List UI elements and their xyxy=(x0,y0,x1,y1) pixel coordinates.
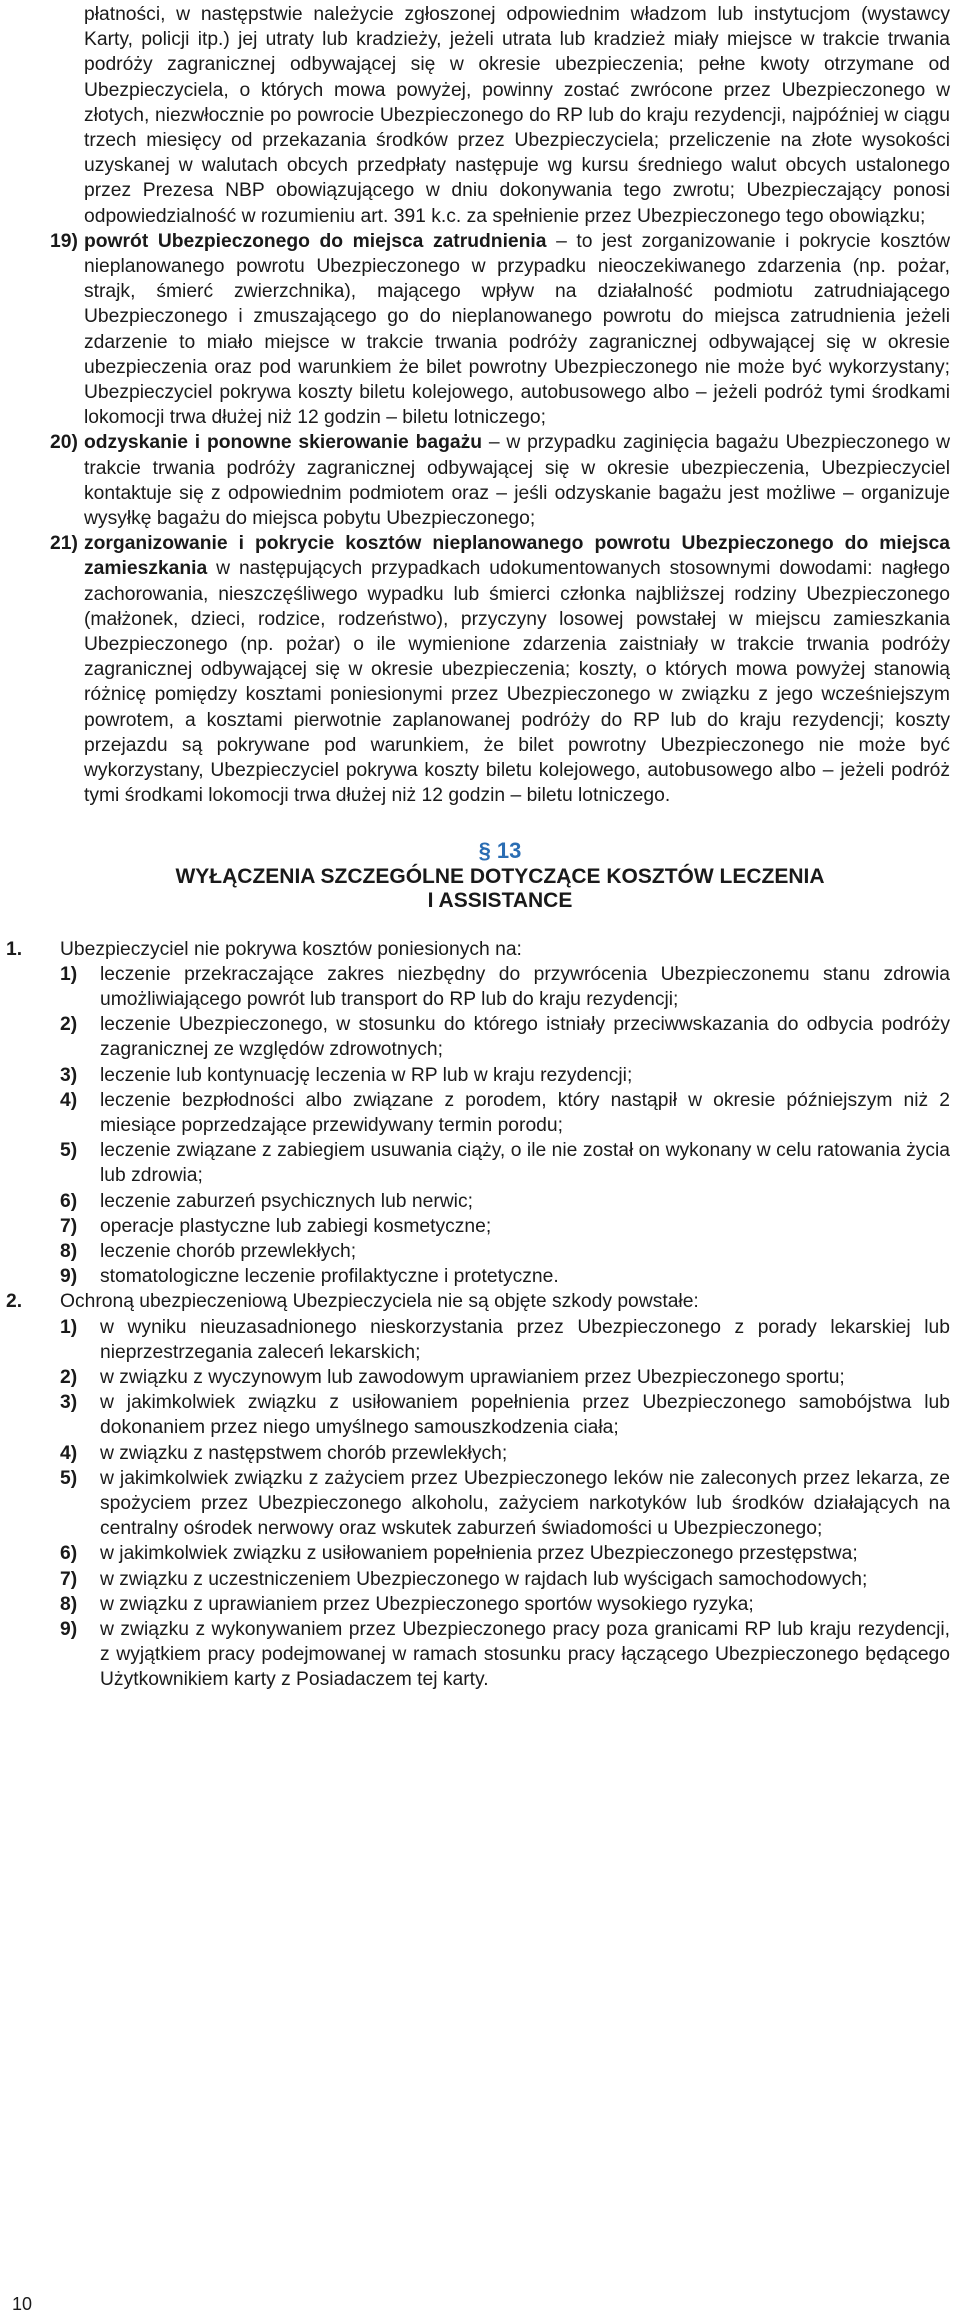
sublist-item xyxy=(60,1239,950,1264)
sublist-item-text: w związku z następstwem chorób przewlekłych; xyxy=(100,1442,508,1464)
sublist-item xyxy=(60,1390,950,1440)
sublist-item xyxy=(60,1541,950,1566)
item-title: odzyskanie i ponowne skierowanie bagażu xyxy=(84,432,483,454)
sublist-item-text: w wyniku nieuzasadnionego nieskorzystania przez Ubezpieczonego z porady lekarskiej lub nieprzestrzegania zaleceń lekarskich; xyxy=(100,1316,950,1363)
sublist-item xyxy=(60,1138,950,1188)
sublist-item-text: leczenie chorób przewlekłych; xyxy=(100,1240,357,1262)
sublist-item-text: leczenie przekraczające zakres niezbędny do przywrócenia Ubezpieczonemu stanu zdrowia umożliwiającego powrót lub transport do RP lub do kraju rezydencji; xyxy=(100,963,950,1010)
section-heading xyxy=(50,839,950,913)
point-number: 2. xyxy=(6,1291,23,1313)
item-title: powrót Ubezpieczonego do miejsca zatrudnienia xyxy=(84,230,547,252)
sublist-item-number: 5) xyxy=(60,1467,78,1489)
sublist-item-text: operacje plastyczne lub zabiegi kosmetyczne; xyxy=(100,1215,492,1237)
sublist-item xyxy=(60,1063,950,1088)
sublist-item-text: stomatologiczne leczenie profilaktyczne i protetyczne. xyxy=(100,1266,559,1288)
sublist-item-number: 1) xyxy=(60,1316,78,1338)
point-1 xyxy=(6,937,950,1290)
sublist-item xyxy=(60,962,950,1012)
sublist-item xyxy=(60,1617,950,1693)
sublist-item xyxy=(60,1466,950,1542)
sublist-item-text: w jakimkolwiek związku z usiłowaniem popełnienia przez Ubezpieczonego samobójstwa lub dokonaniem przez niego umyślnego samouszkodzenia ciała; xyxy=(100,1392,950,1439)
point-2-sublist xyxy=(60,1315,950,1693)
point-lead: Ochroną ubezpieczeniową Ubezpieczyciela nie są objęte szkody powstałe: xyxy=(60,1291,699,1313)
list-item-21 xyxy=(50,531,950,808)
item-title: zorganizowanie i pokrycie kosztów nieplanowanego powrotu Ubezpieczonego do miejsca zamieszkania xyxy=(84,533,950,580)
sublist-item-number: 3) xyxy=(60,1392,78,1414)
sublist-item-number: 6) xyxy=(60,1190,78,1212)
sublist-item-text: leczenie lub kontynuację leczenia w RP lub w kraju rezydencji; xyxy=(100,1064,633,1086)
sublist-item-text: w związku z uprawianiem przez Ubezpieczonego sportów wysokiego ryzyka; xyxy=(100,1593,754,1615)
sublist-item-text: w jakimkolwiek związku z usiłowaniem popełnienia przez Ubezpieczonego przestępstwa; xyxy=(100,1543,858,1565)
sublist-item-text: w związku z wykonywaniem przez Ubezpieczonego pracy poza granicami RP lub kraju rezydencji, z wyjątkiem pracy podejmowanej w ramach stosunku pracy łączącego Ubezpieczonego będącego Użytkownikiem karty z Posiadaczem tej karty. xyxy=(100,1618,950,1691)
point-1-sublist xyxy=(60,962,950,1290)
item-text: – w przypadku zaginięcia bagażu Ubezpieczonego w trakcie trwania podróży zagranicznej odbywającej się w okresie ubezpieczenia, Ubezpieczyciel kontaktuje się z odpowiednim podmiotem oraz – jeśli odzyskanie bagażu jest możliwe – organizuje wysyłkę bagażu do miejsca pobytu Ubezpieczonego; xyxy=(84,432,950,530)
sublist-item-text: w jakimkolwiek związku z zażyciem przez Ubezpieczonego leków nie zaleconych przez lekarza, ze spożyciem przez Ubezpieczonego alkoholu, zażyciem narkotyków lub środków działających na centralny ośrodek nerwowy oraz wskutek zaburzeń świadomości u Ubezpieczonego; xyxy=(100,1467,950,1540)
item-number: 19) xyxy=(50,230,78,252)
sublist-item-number: 8) xyxy=(60,1240,78,1262)
sublist-item xyxy=(60,1088,950,1138)
sublist-item-number: 8) xyxy=(60,1593,78,1615)
sublist-item-number: 6) xyxy=(60,1543,78,1565)
sublist-item xyxy=(60,1214,950,1239)
item-number: 20) xyxy=(50,432,78,454)
sublist-item xyxy=(60,1592,950,1617)
sublist-item-number: 9) xyxy=(60,1618,78,1640)
sublist-item xyxy=(60,1441,950,1466)
sublist-item xyxy=(60,1567,950,1592)
point-lead: Ubezpieczyciel nie pokrywa kosztów poniesionych na: xyxy=(60,938,522,960)
sublist-item-number: 9) xyxy=(60,1266,78,1288)
sublist-item-text: w związku z wyczynowym lub zawodowym uprawianiem przez Ubezpieczonego sportu; xyxy=(100,1366,845,1388)
sublist-item-number: 3) xyxy=(60,1064,78,1086)
item-text: – to jest zorganizowanie i pokrycie kosztów nieplanowanego powrotu Ubezpieczonego w przypadku nieoczekiwanego zdarzenia (np. pożar, strajk, śmierć zwierzchnika), mającego wpływ na działalność podmiotu zatrudniającego Ubezpieczonego i zmuszającego go do nieplanowanego powrotu do miejsca zatrudnienia jeżeli zdarzenie to miało miejsce w trakcie trwania podróży zagranicznej odbywającej się w okresie ubezpieczenia oraz pod warunkiem że bilet powrotny Ubezpieczonego nie może być wykorzystany; Ubezpieczyciel pokrywa koszty biletu kolejowego, autobusowego albo – jeżeli podróż tymi środkami lokomocji trwa dłużej niż 12 godzin – biletu lotniczego; xyxy=(84,230,950,429)
point-2 xyxy=(6,1289,950,1692)
intro-paragraph: płatności, w następstwie należycie zgłoszonej odpowiednim władzom lub instytucjom (wystawcy Karty, policji itp.) jej utraty lub kradzieży, jeżeli utrata lub kradzież miały miejsce w trakcie trwania podróży zagranicznej odbywającej się w okresie ubezpieczenia; pełne kwoty otrzymane od Ubezpieczyciela, o których mowa powyżej, powinny zostać zwrócone przez Ubezpieczonego w złotych, niezwłocznie po powrocie Ubezpieczonego do RP lub do kraju rezydencji, najpóźniej w ciągu trzech miesięcy od przekazania środków przez Ubezpieczyciela; przeliczenie na złote wysokości uzyskanej w walutach obcych przedpłaty następuje wg kursu średniego walut obcych ustalonego przez Prezesa NBP obowiązującego w dniu dokonywania tego zwrotu; Ubezpieczający ponosi odpowiedzialność w rozumieniu art. 391 k.c. za spełnienie przez Ubezpieczonego tego obowiązku; xyxy=(84,4,950,227)
list-item-20 xyxy=(50,430,950,531)
page-number: 10 xyxy=(12,2294,33,2314)
sublist-item-text: leczenie bezpłodności albo związane z porodem, który nastąpił w okresie późniejszym niż 2 miesiące poprzedzające przewidywany termin porodu; xyxy=(100,1089,950,1136)
sublist-item-text: w związku z uczestniczeniem Ubezpieczonego w rajdach lub wyścigach samochodowych; xyxy=(100,1568,868,1590)
item-number: 21) xyxy=(50,533,78,555)
sublist-item-number: 4) xyxy=(60,1442,78,1464)
sublist-item xyxy=(60,1189,950,1214)
point-number: 1. xyxy=(6,938,23,960)
item-text: w następujących przypadkach udokumentowanych stosownymi dowodami: nagłego zachorowania, nieszczęśliwego wypadku lub śmierci członka najbliższej rodziny Ubezpieczonego (małżonek, dzieci, rodzice, rodzeństwo), przyczyny losowej powstałej w miejscu zamieszkania Ubezpieczonego (np. pożar) o ile wymienione zdarzenia zaistniały w trakcie trwania podróży zagranicznej odbywającej się w okresie ubezpieczenia; koszty, o których mowa powyżej stanowią różnicę pomiędzy kosztami poniesionymi przez Ubezpieczonego w związku z jego wcześniejszym powrotem, a kosztami pierwotnie zaplanowanej podróży do RP lub do kraju rezydencji; koszty przejazdu są pokrywane pod warunkiem, że bilet powrotny Ubezpieczonego nie może być wykorzystany, Ubezpieczyciel pokrywa koszty biletu kolejowego, autobusowego albo – jeżeli podróż tymi środkami lokomocji trwa dłużej niż 12 godzin – biletu lotniczego. xyxy=(84,558,950,807)
sublist-item-text: leczenie związane z zabiegiem usuwania ciąży, o ile nie został on wykonany w celu ratowania życia lub zdrowia; xyxy=(100,1140,950,1187)
section-symbol: § 13 xyxy=(478,837,522,863)
document-page xyxy=(6,2,950,1693)
sublist-item-number: 7) xyxy=(60,1215,78,1237)
sublist-item-number: 7) xyxy=(60,1568,78,1590)
sublist-item xyxy=(60,1012,950,1062)
sublist-item xyxy=(60,1264,950,1289)
sublist-item-text: leczenie Ubezpieczonego, w stosunku do którego istniały przeciwwskazania do odbycia podróży zagranicznej ze względów zdrowotnych; xyxy=(100,1014,950,1061)
sublist-item-text: leczenie zaburzeń psychicznych lub nerwic; xyxy=(100,1190,473,1212)
sublist-item xyxy=(60,1365,950,1390)
list-item-19 xyxy=(50,229,950,431)
section-title-line2: I ASSISTANCE xyxy=(427,888,573,912)
sublist-item-number: 5) xyxy=(60,1140,78,1162)
sublist-item-number: 2) xyxy=(60,1014,78,1036)
sublist-item-number: 2) xyxy=(60,1366,78,1388)
sublist-item-number: 1) xyxy=(60,963,78,985)
sublist-item-number: 4) xyxy=(60,1089,78,1111)
section-title-line1: WYŁĄCZENIA SZCZEGÓLNE DOTYCZĄCE KOSZTÓW LECZENIA xyxy=(175,864,825,888)
sublist-item xyxy=(60,1315,950,1365)
